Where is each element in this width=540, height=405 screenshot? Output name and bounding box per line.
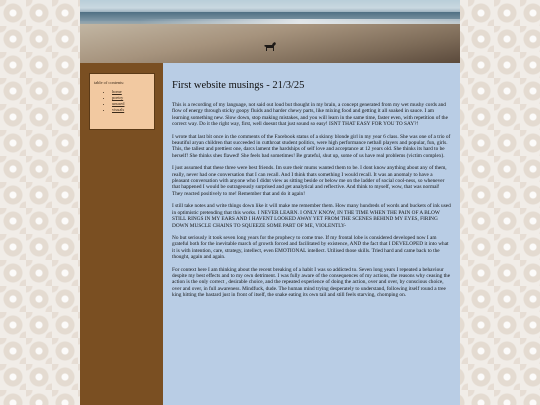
toc-link-visuals[interactable]: visuals <box>112 107 125 112</box>
post-title: First website musings - 21/3/25 <box>172 80 305 91</box>
toc-link-unused[interactable]: unused <box>112 101 125 106</box>
post-paragraph: No but seriously it took seven long years for the prophecy to come true. If my frontal lobe is considered developed now I am grateful both for the inevitable march of growth forced and facilitated by existence, AND the fact that I DEVELOPED it into what it is with intention, care, strategy, intellect, even EMOTIONAL intellect. Utilised those skills. Tried hard and came back to the thought, again and again. <box>172 234 449 261</box>
dog-silhouette <box>263 41 277 53</box>
toc-list <box>94 89 150 112</box>
table-of-contents <box>89 73 155 130</box>
post-paragraph: This is a recording of my language, not said out loud but thought in my brain, a concept generated from my wet mushy cords and flow of energy through sticky goopy fluids and harder chewy parts, like mixing food and getting it all soaked in sauce. I am learning something new. Slow down, stop making mistakes, and you will learn in the same time, faster even, with repetition of the correct way. Do it the right way, first, well doesnt that just sound so easy! ISNT THAT EASY FOR YOU TO SAY?! <box>172 102 448 128</box>
post-content <box>163 63 460 405</box>
post-paragraph: I wrote that last bit once in the comments of the Facebook status of a skinny blonde girl in my year 6 class. She was one of a trio of beautiful aryan children that succeeded in cutthroat student politics, were high performance netball players and popular, fun, girls. This, the tallest and prettiest one, darcs lament the hardships of self love and acceptance at 12 years old. She thinks its hard to be herself! She thinks shes flawed! She feels bad sometimes! Be grateful, shut up, some of us have real problems (victim complex). <box>172 133 451 159</box>
toc-item <box>112 95 150 100</box>
toc-link-home[interactable]: home <box>112 89 122 94</box>
beach-header-image <box>80 0 460 63</box>
post-paragraph: I still take notes and write things down like it will make me remember them. How many hundreds of words and buckets of ink used in optimistic pretending that this works. I NEVER LEARN. I ONLY KNOW, IN THE TIME WHEN THE PAIN OF A BLOW STILL RINGS IN MY EARS AND I HAVENT LOOKED AWAY YET FROM THE SCENES BEHIND MY EYES, FIRING DOWN MUSCLE CHAINS TO SQUEEZE SOME PART OF ME, VIOLENTLY- <box>172 203 451 229</box>
toc-item <box>112 107 150 112</box>
post-paragraph: For context here I am thinking about the recent breaking of a habit I was so addicted to. Seven long years I repeated a behaviour despite my best effects and to my own detriment. I was fully aware of the consequences of my actions, the reasons why ceasing the action is the only correct , desirable choice, and the repeated experience of doing the action, over and over, by conscious choice, over and over, in full awareness. Mindfuck, dude. The human mind trying desperately to understand, following itself round a tree king hitting the bastard just in front of itself, the snake eating its own tail and still feels starving, chomping on. <box>172 266 451 299</box>
toc-title: table of contents: <box>94 80 125 85</box>
toc-item <box>112 89 150 94</box>
page-container <box>80 0 460 405</box>
toc-link-poetry[interactable]: poetry <box>112 95 124 100</box>
post-paragraph: I just assumed that these three were best friends. Im sure their mums wanted them to be. I dont know anything about any of them, really, never had one conversation that I can recall. And I think thats something I would recall. It was an anomaly to have a pleasant conversation with anyone who I didnt view as sitting beside or below me on the ladder of social cool-ness, so whenever that happened I would be outrageously surprised and get analytical and reflective. And think to myself, wow, that was normal! They reacted positively to me! Remember that and do it again! <box>172 165 447 197</box>
toc-item <box>112 101 150 106</box>
